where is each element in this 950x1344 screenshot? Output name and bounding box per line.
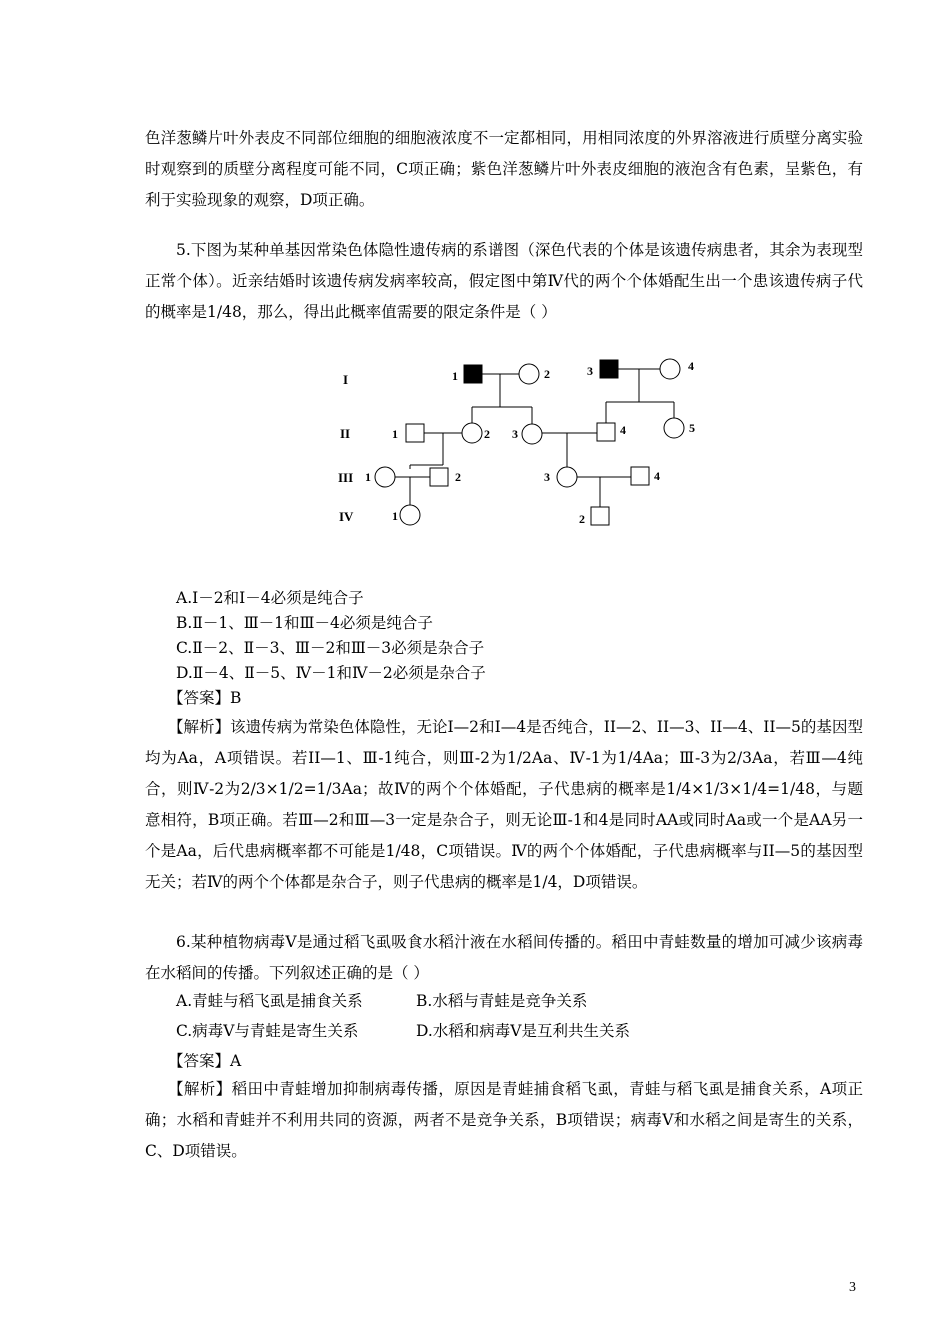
gen-label-III: III [338,470,354,485]
I-2-female [519,364,539,384]
II-3-number: 3 [512,427,518,441]
IV-2-male [591,507,609,525]
gen-label-I: I [343,372,349,387]
q5-analysis [145,712,863,898]
gen-label-IV: IV [339,509,354,524]
intro-paragraph: 色洋葱鳞片叶外表皮不同部位细胞的细胞液浓度不一定都相同，用相同浓度的外界溶液进行质壁分离实验时观察到的质壁分离程度可能不同，C项正确；紫色洋葱鳞片叶外表皮细胞的液泡含有色素，呈紫色，有利于实验现象的观察，D项正确。 [145,129,863,209]
q5-option-d: D.Ⅱ－4、Ⅱ－5、Ⅳ－1和Ⅳ－2必须是杂合子 [176,664,486,682]
II-1-number: 1 [392,427,398,441]
III-4-male [631,467,649,485]
q6-option-b: B.水稻与青蛙是竞争关系 [416,992,588,1010]
I-1-number: 1 [452,369,458,383]
III-4-number: 4 [654,469,660,483]
q5-option-c: C.Ⅱ－2、Ⅱ－3、Ⅲ－2和Ⅲ－3必须是杂合子 [176,639,485,657]
q6-analysis [145,1074,863,1167]
q5-stem: 5.下图为某种单基因常染色体隐性遗传病的系谱图（深色代表的个体是该遗传病患者，其余为表现型正常个体）。近亲结婚时该遗传病发病率较高，假定图中第Ⅳ代的两个个体婚配生出一个患该遗传病子代的概率是1/48，那么，得出此概率值需要的限定条件是（ ） [145,241,863,321]
II-4-male [597,423,615,441]
III-2-male [430,468,448,486]
q6-option-a: A.青蛙与稻飞虱是捕食关系 [176,992,363,1010]
I-3-affected-male [600,360,618,378]
II-2-number: 2 [484,427,490,441]
q6-option-d: D.水稻和病毒V是互利共生关系 [416,1022,630,1040]
q6-analysis-text: 稻田中青蛙增加抑制病毒传播，原因是青蛙捕食稻飞虱，青蛙与稻飞虱是捕食关系，A项正确；水稻和青蛙并不利用共同的资源，两者不是竞争关系，B项错误；病毒V和水稻之间是寄生的关系，C、D项错误。 [145,1080,863,1160]
q6-answer: 【答案】A [168,1052,242,1070]
II-2-female [462,423,482,443]
q5-analysis-label: 【解析】 [168,718,231,736]
III-1-number: 1 [365,470,371,484]
I-4-number: 4 [688,359,694,373]
II-1-male [406,424,424,442]
q6-option-c: C.病毒V与青蛙是寄生关系 [176,1022,359,1040]
IV-2-number: 2 [579,512,585,526]
I-4-female [660,359,680,379]
gen-label-II: II [340,426,351,441]
III-2-number: 2 [455,470,461,484]
q5-option-b: B.Ⅱ－1、Ⅲ－1和Ⅲ－4必须是纯合子 [176,614,433,632]
III-1-female [375,467,395,487]
II-5-number: 5 [689,421,695,435]
II-3-female [522,424,542,444]
q6-stem: 6.某种植物病毒V是通过稻飞虱吸食水稻汁液在水稻间传播的。稻田中青蛙数量的增加可减少该病毒在水稻间的传播。下列叙述正确的是（ ） [145,933,863,982]
I-2-number: 2 [544,367,550,381]
II-4-number: 4 [620,423,626,437]
III-3-female [557,467,577,487]
page-number: 3 [849,1280,856,1295]
q5-option-a: A.Ⅰ－2和Ⅰ－4必须是纯合子 [176,589,364,607]
IV-1-number: 1 [392,509,398,523]
q5-answer: 【答案】B [168,689,242,707]
q6-analysis-label: 【解析】 [168,1080,232,1098]
q5-analysis-text: 该遗传病为常染色体隐性，无论I—2和I—4是否纯合，II—2、II—3、II—4、II—5的基因型均为Aa，A项错误。若II—1、Ⅲ-1纯合，则Ⅲ-2为1/2Aa、Ⅳ-1为1/4Aa；Ⅲ-3为2/3Aa，若Ⅲ—4纯合，则Ⅳ-2为2/3×1/2=1/3Aa；故Ⅳ的两个个体婚配，子代患病的概率是1/4×1/3×1/4=1/48，与题意相符，B项正确。若Ⅲ—2和Ⅲ—3一定是杂合子，则无论Ⅲ-1和4是同时AA或同时Aa或一个是AA另一个是Aa，后代患病概率都不可能是1/48，C项错误。Ⅳ的两个个体婚配，子代患病概率与II—5的基因型无关；若Ⅳ的两个个体都是杂合子，则子代患病的概率是1/4，D项错误。 [145,718,863,891]
III-3-number: 3 [544,470,550,484]
I-1-affected-male [464,365,482,383]
I-3-number: 3 [587,364,593,378]
II-5-female [664,418,684,438]
pedigree-diagram [330,345,710,535]
IV-1-female [400,505,420,525]
